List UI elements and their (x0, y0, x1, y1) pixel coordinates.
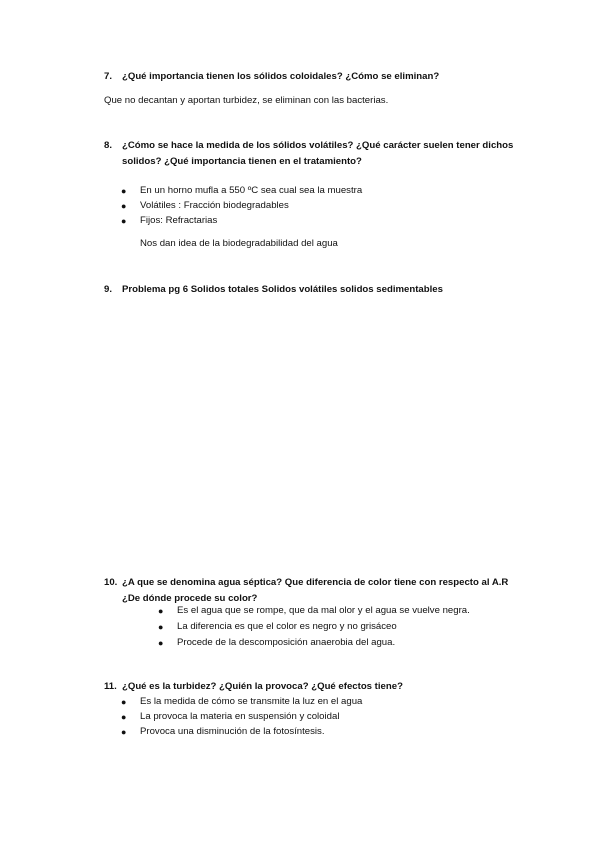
bullet-icon: ● (121, 727, 127, 737)
question-text: ¿Cómo se hace la medida de los sólidos volátiles? ¿Qué carácter suelen tener dichos solidos? ¿Qué importancia tienen en el tratamiento? (122, 140, 514, 167)
question-text: ¿Qué es la turbidez? ¿Quién la provoca? ¿Qué efectos tiene? (122, 681, 403, 692)
question-number: 7. (104, 71, 113, 82)
question-number: 9. (104, 284, 113, 295)
question-text: ¿A que se denomina agua séptica? Que diferencia de color tiene con respecto al A.R ¿De dónde procede su color? (122, 577, 509, 604)
question-10 (104, 575, 544, 607)
answer-paragraph: Que no decantan y aportan turbidez, se eliminan con las bacterias. (104, 95, 389, 106)
question-number: 10. (104, 577, 118, 588)
bullet-icon: ● (121, 712, 127, 722)
question-7 (104, 69, 544, 85)
bullet-icon: ● (121, 186, 127, 196)
answer-note: Nos dan idea de la biodegradabilidad del agua (140, 238, 338, 249)
question-text: ¿Qué importancia tienen los sólidos coloidales? ¿Cómo se eliminan? (122, 71, 440, 82)
document-page: 7. ¿Qué importancia tienen los sólidos coloidales? ¿Cómo se eliminan? Que no decantan y aportan turbidez, se eliminan con las bacterias. 8. ¿Cómo se hace la medida de los sólidos volátiles? ¿Qué carácter suelen tener dichos solidos? ¿Qué importancia tienen en el tratamiento? ● En un horno mufla a 550 ºC sea cual sea la muestra ● Volátiles : Fracción biodegradables ● Fijos: Refractarias Nos dan idea de la biodegradabilidad del agua 9. Problema pg 6 Solidos totales Solidos volátiles solidos sedimentables 10. ¿A que se denomina agua séptica? Que diferencia de color tiene con respecto al A.R ¿De dónde procede su color? ● Es el agua que se rompe, que da mal olor y el agua se vuelve negra. ● La diferencia es que el color es negro y no grisáceo ● Procede de la descomposición anaerobia del agua. 11. ¿Qué es la turbidez? ¿Quién la provoca? ¿Qué efectos tiene? ● Es la medida de cómo se transmite la luz en el agua ● La provoca la materia en suspensión y coloidal ● Provoca una disminución de la fotosíntesis. (0, 0, 599, 848)
bullet-icon: ● (158, 606, 164, 616)
bullet-icon: ● (121, 216, 127, 226)
bullet-icon: ● (121, 697, 127, 707)
question-number: 8. (104, 140, 113, 151)
question-11 (104, 679, 544, 695)
question-8 (104, 138, 544, 170)
bullet-icon: ● (158, 622, 164, 632)
question-text: Problema pg 6 Solidos totales Solidos volátiles solidos sedimentables (122, 284, 443, 295)
question-9 (104, 282, 544, 298)
bullet-icon: ● (121, 201, 127, 211)
question-number: 11. (104, 681, 117, 692)
bullet-icon: ● (158, 638, 164, 648)
